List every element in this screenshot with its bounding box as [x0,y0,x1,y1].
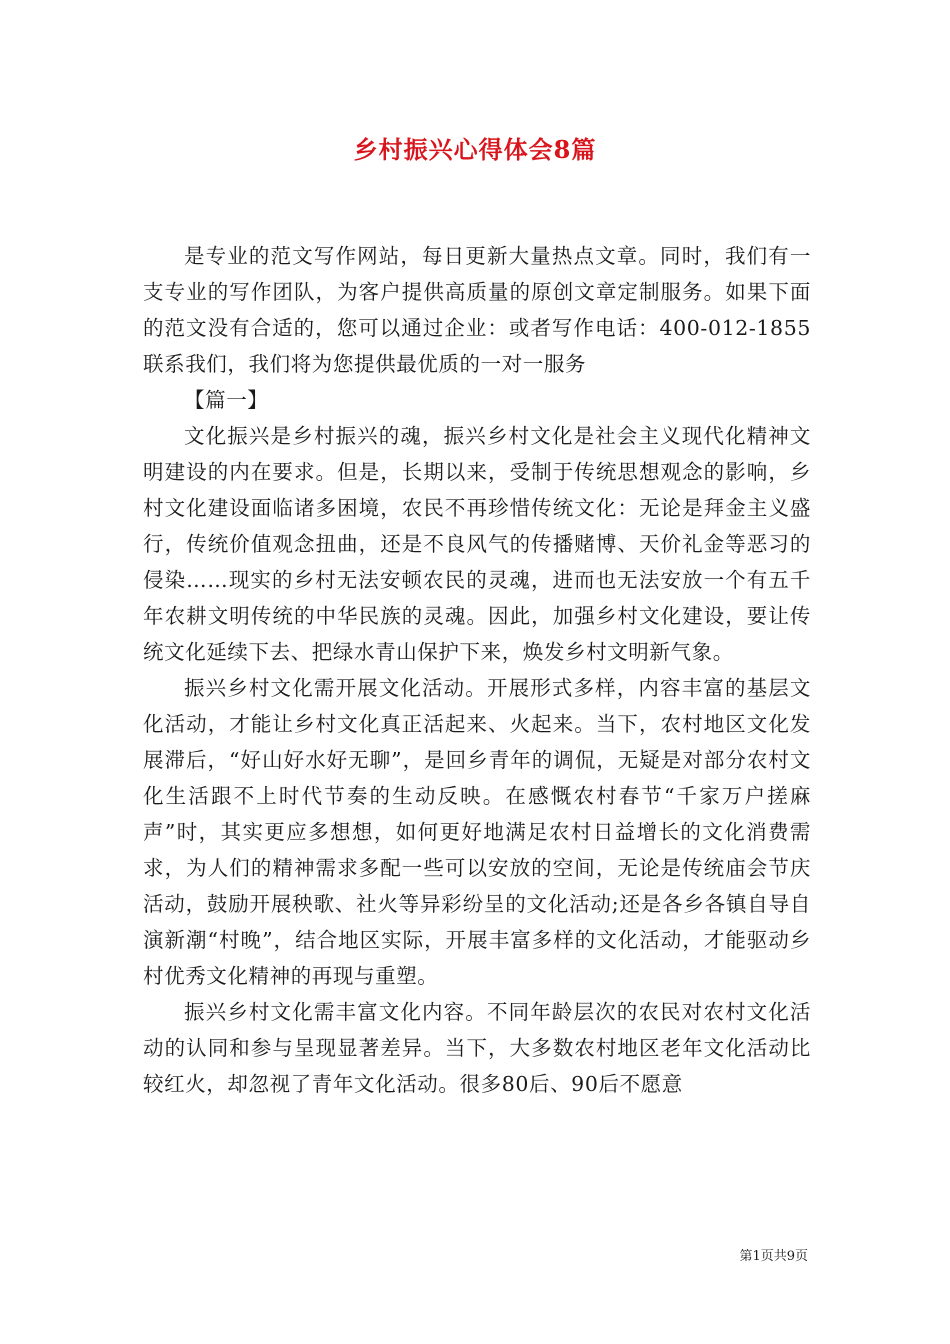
body-paragraph: 文化振兴是乡村振兴的魂，振兴乡村文化是社会主义现代化精神文明建设的内在要求。但是，长期以来，受制于传统思想观念的影响，乡村文化建设面临诸多困境，农民不再珍惜传统文化：无论是拜金主义盛行，传统价值观念扭曲，还是不良风气的传播赌博、天价礼金等恶习的侵染……现实的乡村无法安顿农民的灵魂，进而也无法安放一个有五千年农耕文明传统的中华民族的灵魂。因此，加强乡村文化建设，要让传统文化延续下去、把绿水青山保护下来，焕发乡村文明新气象。 [143,424,811,664]
section-heading: 【篇一】 [184,388,269,412]
page-number: 第1页共9页 [739,1249,808,1264]
body-paragraph: 振兴乡村文化需开展文化活动。开展形式多样，内容丰富的基层文化活动，才能让乡村文化真正活起来、火起来。当下，农村地区文化发展滞后，“好山好水好无聊”，是回乡青年的调侃，无疑是对部分农村文化生活跟不上时代节奏的生动反映。在感慨农村春节“千家万户搓麻声”时，其实更应多想想，如何更好地满足农村日益增长的文化消费需求，为人们的精神需求多配一些可以安放的空间，无论是传统庙会节庆活动，鼓励开展秧歌、社火等异彩纷呈的文化活动;还是各乡各镇自导自演新潮“村晚”，结合地区实际，开展丰富多样的文化活动，才能驱动乡村优秀文化精神的再现与重塑。 [143,676,811,988]
document-title: 乡村振兴心得体会8篇 [353,135,597,164]
document-body [143,238,811,1102]
intro-paragraph: 是专业的范文写作网站，每日更新大量热点文章。同时，我们有一支专业的写作团队，为客户提供高质量的原创文章定制服务。如果下面的范文没有合适的，您可以通过企业：或者写作电话：400-012-1855联系我们，我们将为您提供最优质的一对一服务 [143,244,811,376]
body-paragraph: 振兴乡村文化需丰富文化内容。不同年龄层次的农民对农村文化活动的认同和参与呈现显著差异。当下，大多数农村地区老年文化活动比较红火，却忽视了青年文化活动。很多80后、90后不愿意 [143,1000,811,1096]
